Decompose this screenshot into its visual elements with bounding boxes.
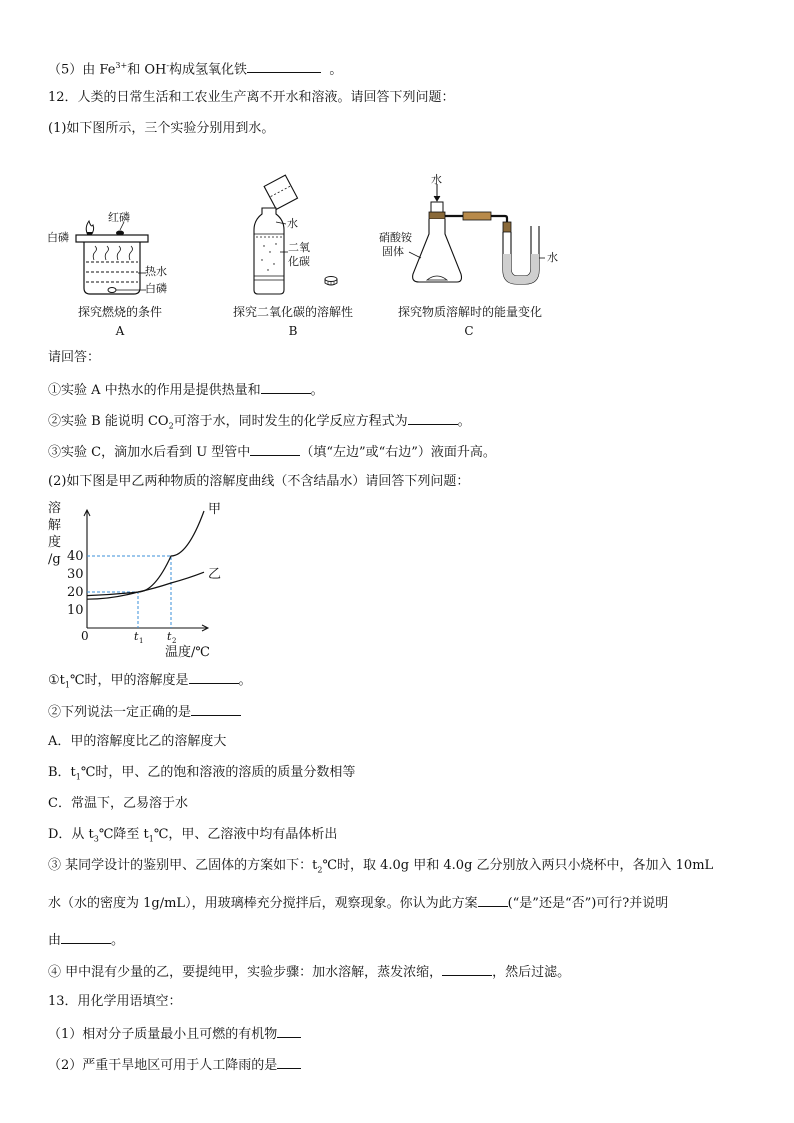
answer-blank[interactable]: [442, 963, 492, 976]
answer-blank[interactable]: [277, 1056, 301, 1069]
question-a2: ②实验 B 能说明 $CO_2$可溶于水，同时发生的化学反应方程式为 。: [48, 414, 471, 431]
question-b3-line3: 由 。: [48, 933, 125, 948]
q12-part1-intro: (1)如下图所示，三个实验分别用到水。: [48, 121, 275, 136]
option-c: C．常温下，乙易溶于水: [48, 796, 188, 811]
label-co2-line1: 二氧: [288, 241, 310, 254]
question-b4: ④ 甲中混有少量的乙，要提纯甲，实验步骤：加水溶解，蒸发浓缩， ，然后过滤。: [48, 965, 571, 980]
label-red-phosphorus: 红磷: [108, 211, 130, 224]
label-water-c-right: 水: [547, 251, 558, 264]
y-tick-label: 30: [67, 567, 84, 582]
answer-blank[interactable]: [250, 443, 300, 456]
x-axis-label: 温度/℃: [165, 645, 210, 660]
q11-part5: （5）由 $Fe^{3+}$和 OH-构成氢氧化铁 。: [48, 61, 343, 78]
y-axis-label: /g: [48, 552, 61, 567]
x-tick-subscript: 1: [139, 637, 144, 645]
solubility-chart-svg: [40, 500, 240, 660]
y-axis-label: 溶: [48, 501, 62, 516]
question-b1: $①t_1℃$时，甲的溶解度是 。: [48, 673, 252, 690]
label-white-phosphorus-left: 白磷: [47, 231, 69, 244]
option-b: B．$t_1℃$时，甲、乙的饱和溶液的溶质的质量分数相等: [48, 765, 356, 782]
answer-blank[interactable]: [261, 381, 311, 394]
y-axis-label: 度: [48, 535, 62, 550]
x-tick-label: t: [134, 630, 139, 643]
label-water-b: 水: [287, 217, 298, 230]
answer-blank[interactable]: [408, 412, 458, 425]
caption-a-letter: A: [115, 324, 125, 338]
series-line-jia: [87, 511, 204, 599]
y-tick-label: 40: [67, 549, 84, 564]
answer-blank[interactable]: [478, 894, 508, 907]
answer-blank[interactable]: [189, 671, 239, 684]
answer-blank[interactable]: [191, 703, 241, 716]
caption-a: 探究燃烧的条件: [77, 305, 162, 319]
q13-title: 13．用化学用语填空：: [48, 994, 182, 1009]
figure-c-drawing: [405, 174, 555, 294]
question-b3-line2: 水（水的密度为 1g/mL），用玻璃棒充分搅拌后，观察现象。你认为此方案 (“是”还是“否”)可行?并说明: [48, 896, 669, 911]
bottle-cap-icon: [323, 275, 339, 287]
x-tick-subscript: 2: [172, 637, 177, 645]
caption-b-letter: B: [288, 324, 298, 338]
caption-c-letter: C: [464, 324, 474, 338]
answer-blank[interactable]: [247, 60, 321, 73]
label-hot-water: 热水: [145, 265, 167, 278]
label-ammonium-nitrate-line2: 固体: [382, 245, 404, 258]
answer-blank[interactable]: [277, 1025, 301, 1038]
caption-b: 探究二氧化碳的溶解性: [232, 305, 353, 319]
option-a: A．甲的溶解度比乙的溶解度大: [48, 734, 227, 749]
series-label: 甲: [208, 502, 222, 517]
label-white-phosphorus-bottom: 白磷: [145, 282, 167, 295]
option-d: D．从 $t_3℃$降至 $t_1℃$，甲、乙溶液中均有晶体析出: [48, 827, 338, 844]
y-tick-label: 20: [67, 585, 84, 600]
caption-c: 探究物质溶解时的能量变化: [397, 305, 542, 319]
q13-part2: （2）严重干旱地区可用于人工降雨的是: [48, 1056, 301, 1074]
q12-title: 12．人类的日常生活和工农业生产离不开水和溶液。请回答下列问题：: [48, 90, 455, 105]
origin-label: 0: [81, 629, 89, 643]
question-a1: ①实验 A 中热水的作用是提供热量和 。: [48, 383, 324, 398]
q13-part1: （1）相对分子质量最小且可燃的有机物: [48, 1025, 301, 1043]
answer-blank[interactable]: [61, 931, 111, 944]
series-label: 乙: [208, 567, 222, 583]
question-b3: ③ 某同学设计的鉴别甲、乙固体的方案如下：$t_2℃$时，取 4.0g 甲和 4.0g 乙分别放入两只小烧杯中，各加入 10mL: [48, 858, 714, 875]
x-tick-label: t: [167, 630, 172, 643]
y-tick-label: 10: [67, 603, 84, 618]
label-water-c-top: 水: [431, 173, 442, 186]
label-ammonium-nitrate-line1: 硝酸铵: [379, 231, 412, 244]
question-b2: ②下列说法一定正确的是: [48, 703, 241, 721]
q12-part2-intro: (2)如下图是甲乙两种物质的溶解度曲线（不含结晶水）请回答下列问题：: [48, 474, 470, 489]
label-co2-line2: 化碳: [288, 255, 310, 268]
please-answer: 请回答：: [48, 350, 101, 365]
y-axis-label: 解: [48, 518, 62, 533]
question-a3: ③实验 C，滴加水后看到 U 型管中 （填“左边”或“右边”）液面升高。: [48, 445, 496, 460]
